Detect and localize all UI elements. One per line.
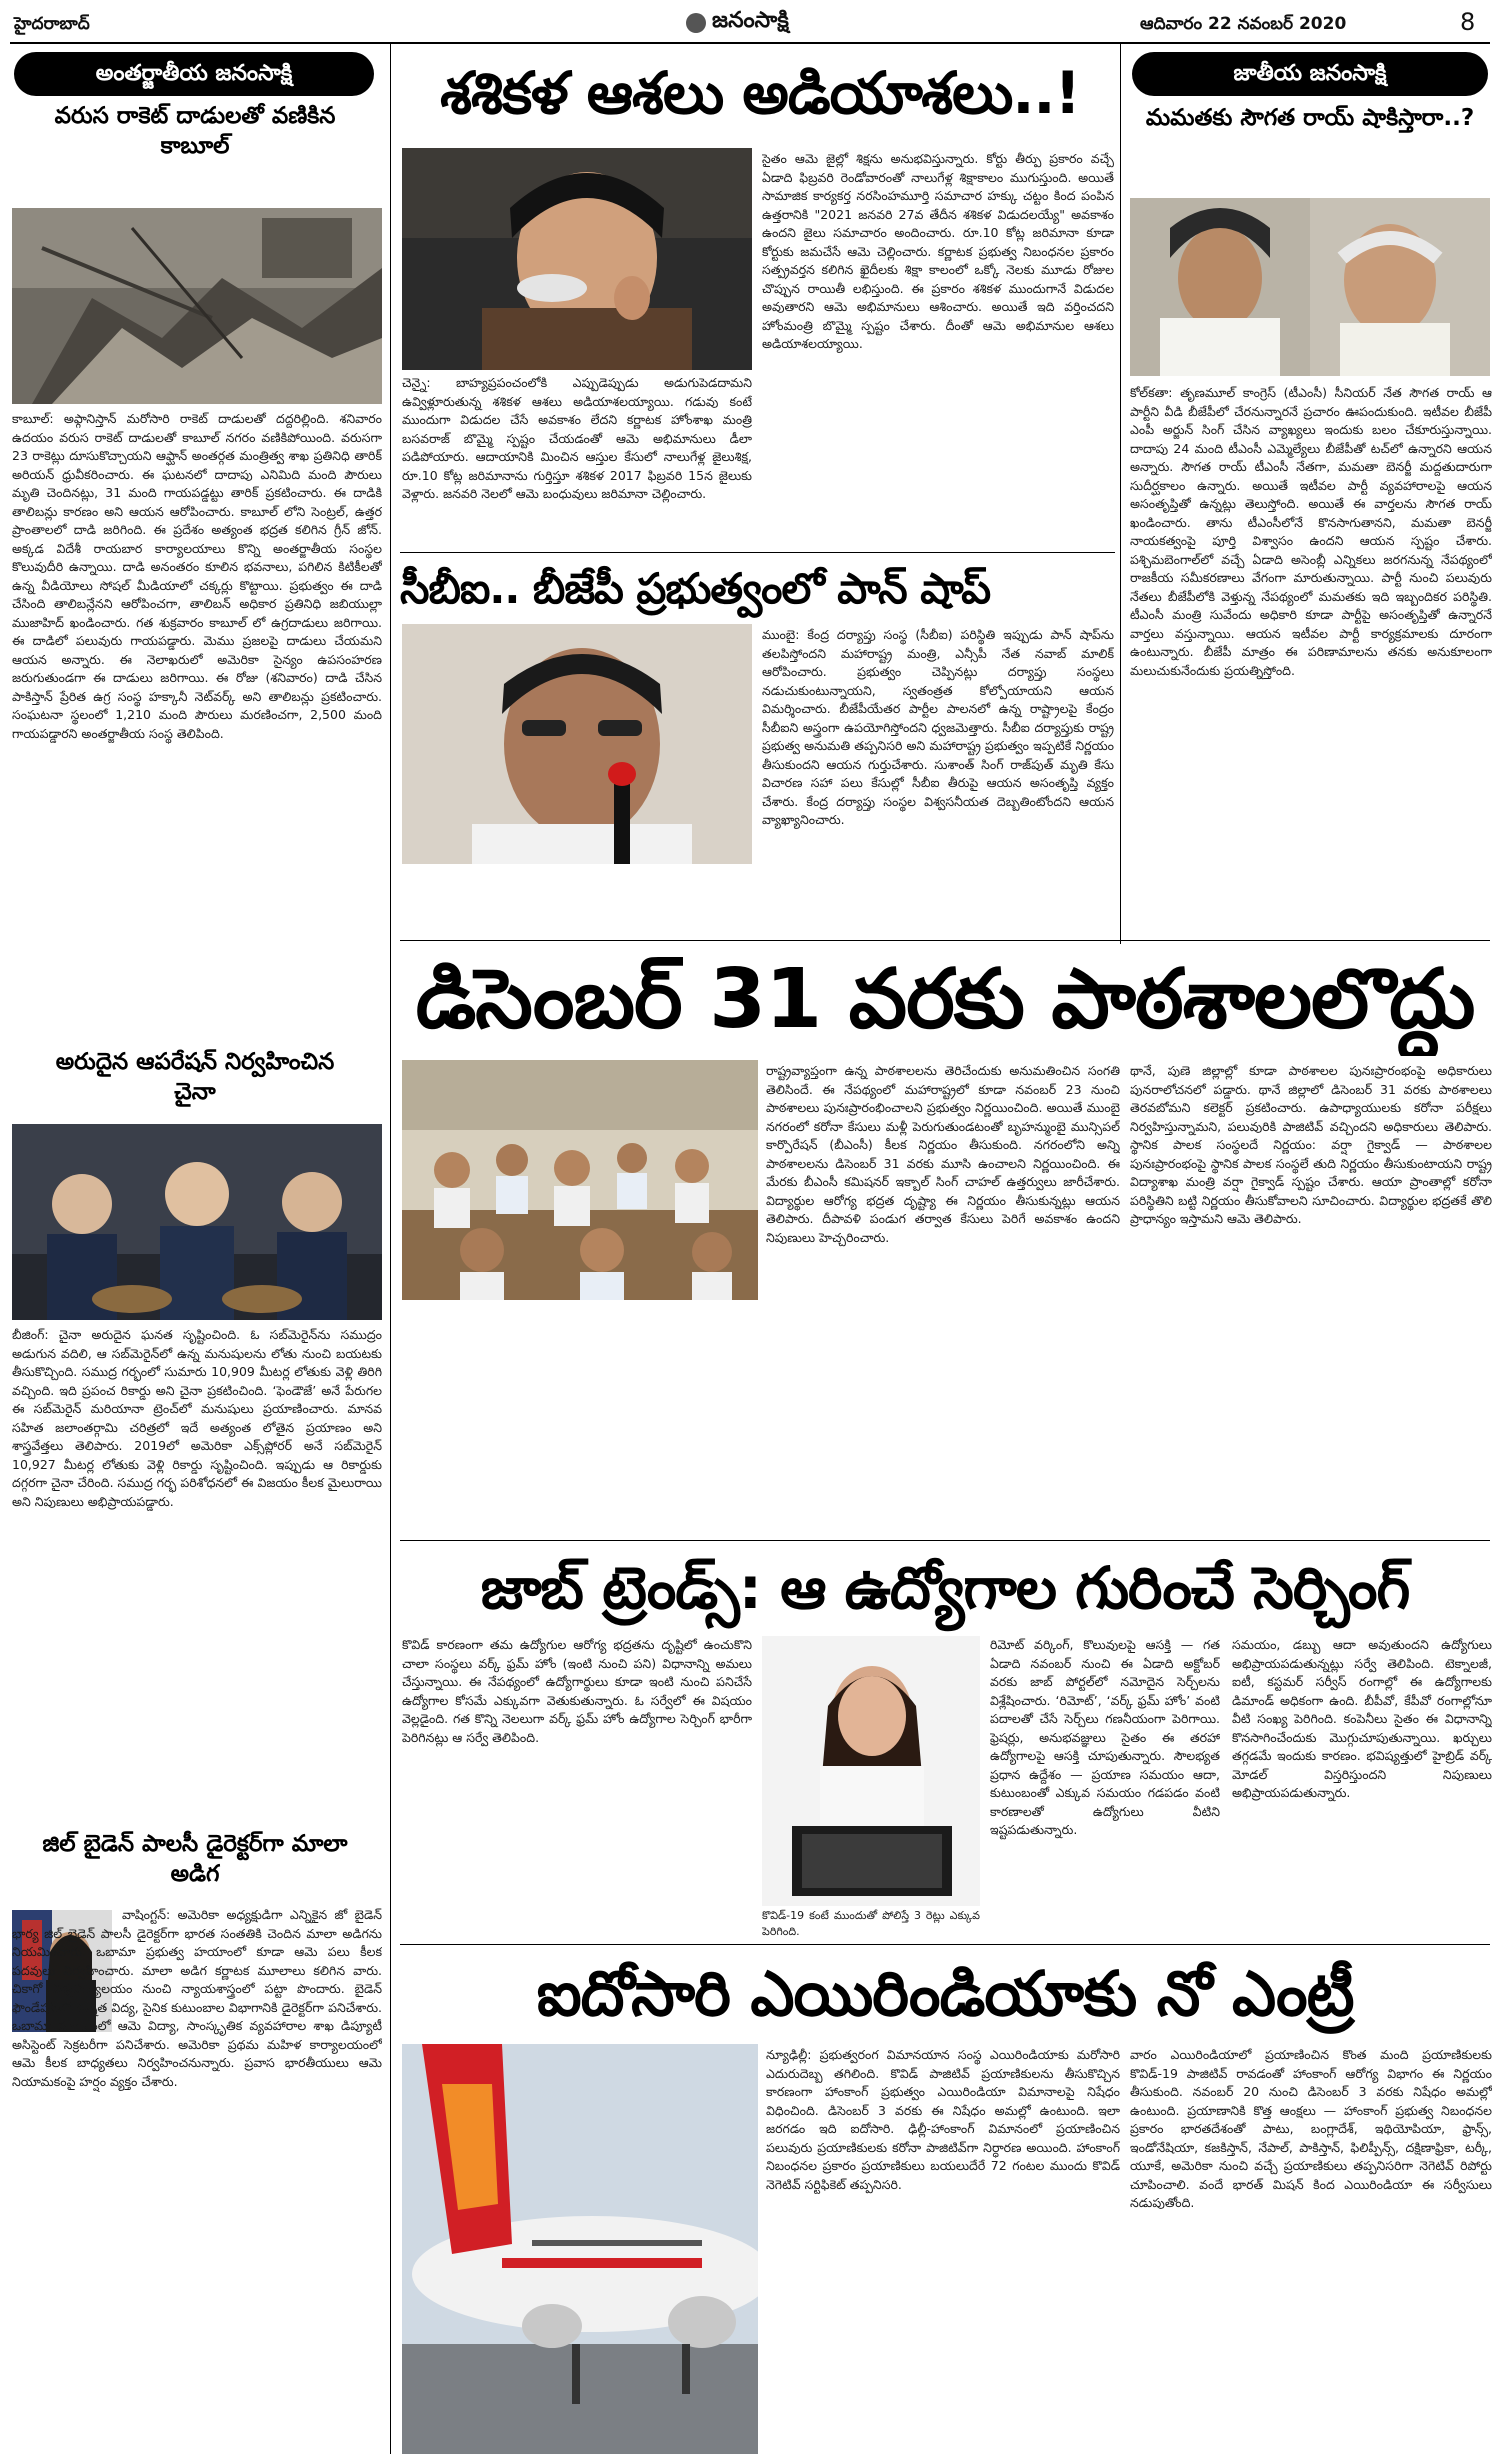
jobs-body-left: కొవిడ్ కారణంగా తమ ఉద్యోగుల ఆరోగ్య భద్రతను దృష్టిలో ఉంచుకొని చాలా సంస్థలు వర్క్ ఫ్రమ్ హోం (ఇంటి నుంచి పని) విధానాన్ని అమలు చేస్తున్నాయి. ఈ నేపథ్యంలో ఉద్యోగార్థులు కూడా ఇంటి నుంచి పనిచేసే ఉద్యోగాల కోసమే ఎక్కువగా వెతుకుతున్నారు. ఓ సర్వేలో ఈ విషయం వెల్లడైంది. గత కొన్ని నెలలుగా వర్క్ ఫ్రమ్ హోం ఉద్యోగాల సెర్చింగ్ భారీగా పెరిగినట్లు ఆ సర్వే తెలిపింది. <box>402 1637 752 1745</box>
schools-body-right: థానే, పుణె జిల్లాల్లో కూడా పాఠశాలల పునఃప్రారంభంపై అధికారులు పునరాలోచనలో పడ్డారు. థానే జిల్లాలో డిసెంబర్ 31 వరకు పాఠశాలలు తెరవబోమని కలెక్టర్ ప్రకటించారు. ఉపాధ్యాయులకు కరోనా పరీక్షలు నిర్వహిస్తున్నామని, పలువురికి పాజిటివ్ వచ్చిందని అధికారులు తెలిపారు. స్థానిక పాలక సంస్థలదే నిర్ణయం: వర్షా గైక్వాడ్ — పాఠశాలల పునఃప్రారంభంపై స్థానిక పాలక సంస్థలే తుది నిర్ణయం తీసుకుంటాయని రాష్ట్ర విద్యాశాఖ మంత్రి వర్షా గైక్వాడ్ స్పష్టం చేశారు. ఆయా ప్రాంతాల్లో కరోనా పరిస్థితిని బట్టి నిర్ణయం తీసుకోవాలని సూచించారు. విద్యార్థుల భద్రతకే తొలి ప్రాధాన్యం ఇస్తామని ఆమె తెలిపారు. <box>1130 1063 1492 1226</box>
paper-name: జనంసాక్షి <box>712 8 789 33</box>
cbi-body: ముంబై: కేంద్ర దర్యాప్తు సంస్థ (సీబీఐ) పరిస్థితి ఇప్పుడు పాన్ షాప్‌ను తలపిస్తోందని మహారాష్ట్ర మంత్రి, ఎన్సీపీ నేత నవాబ్ మాలిక్ ఆరోపించారు. ప్రభుత్వం చెప్పినట్లు దర్యాప్తు సంస్థలు నడుచుకుంటున్నాయని, స్వతంత్రత కోల్పోయాయని ఆయన విమర్శించారు. బీజేపీయేతర పార్టీల పాలనలో ఉన్న రాష్ట్రాలపై కేంద్రం సీబీఐని అస్త్రంగా ఉపయోగిస్తోందని ధ్వజమెత్తారు. సీబీఐ దర్యాప్తుకు రాష్ట్ర ప్రభుత్వ అనుమతి తప్పనిసరి అని మహారాష్ట్ర ప్రభుత్వం ఇప్పటికే నిర్ణయం తీసుకుందని ఆయన గుర్తుచేశారు. సుశాంత్ సింగ్ రాజ్‌పుత్ మృతి కేసు విచారణ సహా పలు కేసుల్లో సీబీఐ తీరుపై ఆయన అసంతృప్తి వ్యక్తం చేశారు. కేంద్ర దర్యాప్తు సంస్థల విశ్వసనీయత దెబ్బతింటోందని ఆయన వ్యాఖ్యానించారు. <box>762 627 1114 827</box>
section-banner-national: జాతీయ జనంసాక్షి <box>1132 52 1488 96</box>
airindia-headline: ఐదోసారి ఎయిరిండియాకు నో ఎంట్రీ <box>536 1957 1354 2030</box>
sasikala-caption: చెన్నై: బాహ్యప్రపంచంలోకి ఎప్పుడెప్పుడు అడుగుపెడదామని ఉవ్విళ్లూరుతున్న శశికళ ఆశలు అడియాశలయ్యాయి. గడువు కంటే ముందుగా విడుదల చేసే అవకాశం లేదని కర్ణాటక హోంశాఖ మంత్రి బసవరాజ్ బొమ్మై స్పష్టం చేయడంతో ఆమె అభిమానులు డీలా పడిపోయారు. ఆదాయానికి మించిన ఆస్తుల కేసులో నాలుగేళ్ల జైలుశిక్ష, రూ.10 కోట్ల జరిమానాను గుర్తిస్తూ శశికళ 2017 ఫిబ్రవరి 15న జైలుకు వెళ్లారు. జనవరి నెలలో ఆమె బంధువులు జరిమానా చెల్లించారు. <box>402 375 752 501</box>
kabul-rubble-photo <box>12 208 382 404</box>
paper-logo-icon <box>686 13 706 33</box>
left-story3-headline: జిల్ బైడెన్ పాలసీ డైరెక్టర్‌గా మాలా అడిగ <box>42 1831 348 1887</box>
page-number: 8 <box>1460 8 1476 36</box>
schools-headline: డిసెంబర్ 31 వరకు పాఠశాలలొద్దు <box>415 952 1475 1047</box>
left-story2-body: బీజింగ్: చైనా అరుదైన ఘనత సృష్టించింది. ఓ సబ్‌మెరైన్‌ను సముద్రం అడుగున వదిలి, ఆ సబ్‌మెరైన్‌లో ఉన్న మనుషులను లోతు నుంచి బయటకు తీసుకొచ్చింది. సముద్ర గర్భంలో సుమారు 10,909 మీటర్ల లోతుకు వెళ్లి తిరిగి వచ్చింది. ఇది ప్రపంచ రికార్డు అని చైనా ప్రకటించింది. ‘ఫెండౌజే’ అనే పేరుగల ఈ సబ్‌మెరైన్ మరియానా ట్రెంచ్‌లో మనుషులు ప్రయాణించారు. మానవ సహిత జలాంతర్గామి చరిత్రలో ఇదే అత్యంత లోతైన ప్రయాణం అని శాస్త్రవేత్తలు తెలిపారు. 2019లో అమెరికా ఎక్స్‌ప్లోరర్ అనే సబ్‌మెరైన్ 10,927 మీటర్ల లోతుకు వెళ్లి రికార్డు సృష్టించింది. ఇప్పుడు ఆ రికార్డుకు దగ్గరగా చైనా చేరింది. సముద్ర గర్భ పరిశోధనలో ఈ విజయం కీలక మైలురాయి అని నిపుణులు అభిప్రాయపడ్డారు. <box>12 1327 382 1509</box>
masthead-logo <box>686 8 789 38</box>
jobs-headline: జాబ్ ట్రెండ్స్: ఆ ఉద్యోగాల గురించే సెర్చింగ్ <box>480 1554 1410 1622</box>
airindia-body-right: వారం ఎయిరిండియాలో ప్రయాణించిన కొంత మంది ప్రయాణికులకు కొవిడ్-19 పాజిటివ్ రావడంతో హాంకాంగ్ ఆరోగ్య విభాగం ఈ నిర్ణయం తీసుకుంది. నవంబర్ 20 నుంచి డిసెంబర్ 3 వరకు నిషేధం అమల్లో ఉంటుంది. ప్రయాణానికి కొత్త ఆంక్షలు — హాంకాంగ్ ప్రభుత్వ నిబంధనల ప్రకారం భారతదేశంతో పాటు, బంగ్లాదేశ్, ఇథియోపియా, ఫ్రాన్స్, ఇండోనేషియా, కజకిస్తాన్, నేపాల్, పాకిస్తాన్, ఫిలిప్పీన్స్, దక్షిణాఫ్రికా, టర్కీ, యూకే, అమెరికా నుంచి వచ్చే ప్రయాణికులు తప్పనిసరిగా నెగెటివ్ రిపోర్టు చూపించాలి. వందే భారత్ మిషన్ కింద ఎయిరిండియా ఈ సర్వీసులు నడుపుతోంది. <box>1130 2047 1492 2210</box>
mamata-headline: మమతకు సౌగత రాయ్ షాకిస్తారా..? <box>1145 105 1475 131</box>
sasikala-photo <box>402 148 752 370</box>
cbi-headline: సీబీఐ.. బీజేపీ ప్రభుత్వంలో పాన్ షాప్ <box>400 564 991 613</box>
section-banner-international: అంతర్జాతీయ జనంసాక్షి <box>14 52 374 96</box>
left-story2-headline: అరుదైన ఆపరేషన్ నిర్వహించిన చైనా <box>55 1049 335 1105</box>
jobs-rule <box>400 1944 1490 1945</box>
airindia-body-left: న్యూఢిల్లీ: ప్రభుత్వరంగ విమానయాన సంస్థ ఎయిరిండియాకు మరోసారి ఎదురుదెబ్బ తగిలింది. కొవిడ్ పాజిటివ్ ప్రయాణికులను తీసుకొచ్చిన కారణంగా హాంకాంగ్ ప్రభుత్వం ఎయిరిండియా విమానాలపై నిషేధం విధించింది. డిసెంబర్ 3 వరకు ఈ నిషేధం అమల్లో ఉంటుంది. ఇలా జరగడం ఇది ఐదోసారి. ఢిల్లీ-హాంకాంగ్ విమానంలో ప్రయాణించిన పలువురు ప్రయాణికులకు కరోనా పాజిటివ్‌గా నిర్ధారణ అయింది. హాంకాంగ్ నిబంధనల ప్రకారం ప్రయాణికులు బయలుదేరే 72 గంటల ముందు కొవిడ్ నెగెటివ్ సర్టిఫికెట్ తప్పనిసరి. <box>766 2047 1120 2192</box>
mamata-body: కోల్‌కతా: తృణమూల్ కాంగ్రెస్ (టీఎంసీ) సీనియర్ నేత సౌగత రాయ్ ఆ పార్టీని వీడి బీజేపీలో చేరనున్నారనే ప్రచారం ఊపందుకుంది. ఇటీవల బీజేపీ ఎంపీ అర్జున్ సింగ్ చేసిన వ్యాఖ్యలు ఇందుకు బలం చేకూరుస్తున్నాయి. దాదాపు 24 మంది టీఎంసీ ఎమ్మెల్యేలు బీజేపీతో టచ్‌లో ఉన్నారని ఆయన అన్నారు. సౌగత రాయ్ టీఎంసీ నేతగా, మమతా బెనర్జీ మద్దతుదారుగా సుదీర్ఘకాలం ఉన్నారు. అయితే ఇటీవల పార్టీ వ్యవహారాలపై ఆయన అసంతృప్తితో ఉన్నట్లు తెలుస్తోంది. అయితే ఈ వార్తలను సౌగత రాయ్ ఖండించారు. తాను టీఎంసీలోనే కొనసాగుతానని, మమతా బెనర్జీ నాయకత్వంపై పూర్తి విశ్వాసం ఉందని ఆయన స్పష్టం చేశారు. పశ్చిమబెంగాల్‌లో వచ్చే ఏడాది అసెంబ్లీ ఎన్నికలు జరగనున్న నేపథ్యంలో రాజకీయ సమీకరణాలు వేగంగా మారుతున్నాయి. పార్టీ నుంచి పలువురు నేతలు బీజేపీలోకి వెళ్తున్న నేపథ్యంలో మమతకు ఇది ఇబ్బందికర పరిస్థితి. టీఎంసీ మంత్రి సువేందు అధికారి కూడా పార్టీపై అసంతృప్తితో ఉన్నారనే వార్తలు వస్తున్నాయి. ఆయన ఇటీవల పార్టీ కార్యక్రమాలకు దూరంగా ఉంటున్నారు. బీజేపీ మాత్రం ఈ పరిణామాలను తనకు అనుకూలంగా మలుచుకునేందుకు ప్రయత్నిస్తోంది. <box>1130 385 1492 678</box>
nawab-malik-photo <box>402 624 752 864</box>
schools-body-left: రాష్ట్రవ్యాప్తంగా ఉన్న పాఠశాలలను తెరిచేందుకు అనుమతించిన సంగతి తెలిసిందే. ఈ నేపథ్యంలో మహారాష్ట్రలో కూడా నవంబర్ 23 నుంచి పాఠశాలలు పునఃప్రారంభించాలని ప్రభుత్వం నిర్ణయించింది. అయితే ముంబై నగరంలో కరోనా కేసులు మళ్లీ పెరుగుతుండటంతో బృహన్ముంబై మున్సిపల్ కార్పొరేషన్ (బీఎంసీ) కీలక నిర్ణయం తీసుకుంది. నగరంలోని అన్ని పాఠశాలలను డిసెంబర్ 31 వరకు మూసి ఉంచాలని నిర్ణయించింది. ఈ మేరకు బీఎంసీ కమిషనర్ ఇక్బాల్ సింగ్ చాహల్ ఉత్తర్వులు జారీచేశారు. విద్యార్థుల ఆరోగ్య భద్రత దృష్ట్యా ఈ నిర్ణయం తీసుకున్నట్లు ఆయన తెలిపారు. దీపావళి పండుగ తర్వాత కేసులు పెరిగే అవకాశం ఉందని నిపుణులు హెచ్చరించారు. <box>766 1063 1120 1245</box>
right-column-rule <box>1120 44 1121 944</box>
masthead-city: హైదరాబాద్ <box>14 14 90 34</box>
left-story1-body: కాబూల్: అఫ్గానిస్తాన్ మరోసారి రాకెట్ దాడులతో దద్దరిల్లింది. శనివారం ఉదయం వరుస రాకెట్ దాడులతో కాబూల్ నగరం వణికిపోయింది. వరుసగా 23 రాకెట్లు దూసుకొచ్చాయని ఆఫ్ఘాన్ అంతర్గత మంత్రిత్వ శాఖ ప్రతినిధి తారిక్ అరియన్ ధ్రువీకరించారు. ఈ ఘటనలో దాదాపు ఎనిమిది మంది పౌరులు మృతి చెందినట్లు, 31 మంది గాయపడ్డట్టు తారిక్ ప్రకటించారు. ఈ దాడికి తాలిబన్లు కారణం అని ఆయన ఆరోపించారు. కాబూల్ లోని సెంట్రల్, ఉత్తర ప్రాంతాలలో దాడి జరిగింది. ఈ ప్రదేశం అత్యంత భద్రత కలిగిన గ్రీన్ జోన్. అక్కడ విదేశీ రాయబార కార్యాలయాలు కొన్ని అంతర్జాతీయ సంస్థల కొలువుదీరి ఉన్నాయి. దాడి అనంతరం కూలిన భవనాలు, పగిలిన కిటికీలతో ఉన్న వీడియోలు సోషల్ మీడియాలో చక్కర్లు కొట్టాయి. ప్రభుత్వం ఈ దాడి చేసింది తాలిబన్లేనని ఆరోపించగా, తాలిబన్ అధికార ప్రతినిధి జబియుల్లా ముజాహిద్ ఖండించారు. గత శుక్రవారం కాబూల్ లో ఉగ్రదాడులు జరిగాయి. ఈ దాడిలో పలువురు గాయపడ్డారు. మెము ప్రజలపై దాడులు చేయమని ఆయన అన్నారు. ఈ నెలాఖరులో అమెరికా సైన్యం ఉపసంహరణ జరుగుతుండగా ఈ దాడులు జరిగాయి. ఈ రోజు (శనివారం) దాడి చేసిన పాకిస్తాన్ ప్రేరిత ఉగ్ర సంస్థ హక్కానీ నెట్‌వర్క్ అని తాలిబన్లు ప్రకటించారు. సంఘటనా స్థలంలో 1,210 మంది పౌరులు మరణించగా, 2,500 మంది గాయపడ్డారని అంతర్జాతీయ సంస్థ తెలిపింది. <box>12 411 382 741</box>
left-story1-headline: వరుస రాకెట్ దాడులతో వణికిన కాబూల్ <box>54 103 336 159</box>
air-india-plane-photo <box>402 2044 758 2454</box>
jobs-body-right: సమయం, డబ్బు ఆదా అవుతుందని ఉద్యోగులు అభిప్రాయపడుతున్నట్లు సర్వే తెలిపింది. టెక్నాలజీ, ఐటీ, కస్టమర్ సర్వీస్ రంగాల్లో ఈ ఉద్యోగాలకు డిమాండ్ అధికంగా ఉంది. బీపీవో, కేపీవో రంగాల్లోనూ వీటి సంఖ్య పెరిగింది. కంపెనీలు సైతం ఈ విధానాన్ని కొనసాగించేందుకు మొగ్గుచూపుతున్నాయి. ఖర్చులు తగ్గడమే ఇందుకు కారణం. భవిష్యత్తులో హైబ్రిడ్ వర్క్ మోడల్ విస్తరిస్తుందని నిపుణులు అభిప్రాయపడుతున్నారు. <box>1232 1637 1492 1800</box>
jobs-body-mid: రిమోట్ వర్కింగ్, కొలువులపై ఆసక్తి — గత ఏడాది నవంబర్ నుంచి ఈ ఏడాది అక్టోబర్ వరకు జాబ్ పోర్టల్‌లో నమోదైన సెర్చ్‌లను విశ్లేషించారు. ‘రిమోట్’, ‘వర్క్ ఫ్రమ్ హోం’ వంటి పదాలతో చేసే సెర్చ్‌లు గణనీయంగా పెరిగాయి. ఫ్రెషర్లు, అనుభవజ్ఞులు సైతం ఈ తరహా ఉద్యోగాలపై ఆసక్తి చూపుతున్నారు. సౌలభ్యత ప్రధాన ఉద్దేశం — ప్రయాణ సమయం ఆదా, కుటుంబంతో ఎక్కువ సమయం గడపడం వంటి కారణాలతో ఉద్యోగులు వీటిని ఇష్టపడుతున్నారు. <box>990 1637 1220 1837</box>
masthead-date: ఆదివారం 22 నవంబర్ 2020 <box>1140 14 1347 34</box>
woman-laptop-photo <box>762 1636 980 1906</box>
jobs-caption: కొవిడ్-19 కంటే ముందుతో పోలిస్తే 3 రెట్లు ఎక్కువ పెరిగింది. <box>762 1909 980 1938</box>
classroom-photo <box>402 1060 758 1300</box>
sasikala-headline: శశికళ ఆశలు అడియాశలు..! <box>440 59 1080 127</box>
schools-rule <box>400 1540 1490 1541</box>
center-rule-1 <box>400 552 1115 553</box>
masthead-rule <box>10 42 1490 44</box>
sasikala-body: సైతం ఆమె జైల్లో శిక్షను అనుభవిస్తున్నారు. కోర్టు తీర్పు ప్రకారం వచ్చే ఏడాది ఫిబ్రవరి రెండోవారంతో నాలుగేళ్ల శిక్షాకాలం ముగుస్తుంది. అయితే సామాజిక కార్యకర్త నరసింహమూర్తి సమాచార హక్కు చట్టం కింద పంపిన ఉత్తరానికి "2021 జనవరి 27వ తేదీన శశికళ విడుదలయ్యే" అవకాశం ఉందని జైలు సమాచారం అందించారు. రూ.10 కోట్ల జరిమానా కూడా కోర్టుకు జమచేసే ఆమె చెల్లించారు. కర్ణాటక ప్రభుత్వ నిబంధనల ప్రకారం సత్ప్రవర్తన కలిగిన ఖైదీలకు శిక్షా కాలంలో ఒక్కో నెలకు మూడు రోజుల చొప్పున రాయితీ లభిస్తుంది. ఈ ప్రకారం శశికళ ముందుగానే విడుదల అవుతారని ఆమె అభిమానులు ఆశించారు. అయితే ఇది వర్తించదని హోంమంత్రి బొమ్మై స్పష్టం చేశారు. దీంతో ఆమె అభిమానుల ఆశలు అడియాశలయ్యాయి. <box>762 151 1114 351</box>
mamata-saugata-photo <box>1130 198 1490 376</box>
left-story3-body: వాషింగ్టన్: అమెరికా అధ్యక్షుడిగా ఎన్నికైన జో బైడెన్ భార్య జిల్ బైడెన్ పాలసీ డైరెక్టర్‌గా భారత సంతతికి చెందిన మాలా అడిగను నియమించారు. ఒబామా ప్రభుత్వ హయాంలో కూడా ఆమె పలు కీలక పదవులు నిర్వహించారు. మాలా అడిగ కర్ణాటక మూలాలు కలిగిన వారు. చికాగో విశ్వవిద్యాలయం నుంచి న్యాయశాస్త్రంలో పట్టా పొందారు. బైడెన్ ఫౌండేషన్‌లో ఉన్నత విద్య, సైనిక కుటుంబాల విభాగానికి డైరెక్టర్‌గా పనిచేశారు. ఒబామా హయాంలో ఆమె విద్యా, సాంస్కృతిక వ్యవహారాల శాఖ డిప్యూటీ అసిస్టెంట్ సెక్రటరీగా పనిచేశారు. అమెరికా ప్రథమ మహిళ కార్యాలయంలో ఆమె కీలక బాధ్యతలు నిర్వహించనున్నారు. ప్రవాస భారతీయులు ఆమె నియామకంపై హర్షం వ్యక్తం చేశారు. <box>12 1907 382 2089</box>
left-column-rule <box>390 44 391 2454</box>
china-submarine-crew-photo <box>12 1124 382 1320</box>
top-section-rule <box>400 940 1490 941</box>
